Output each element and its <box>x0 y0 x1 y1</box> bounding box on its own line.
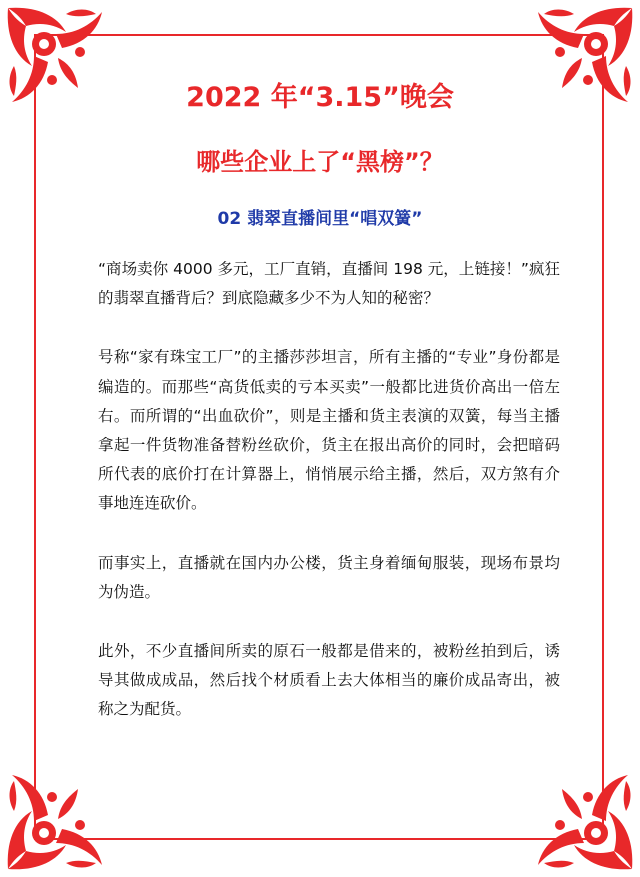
paragraph-1: “商场卖你 4000 多元，工厂直销，直播间 198 元，上链接！”疯狂的翡翠直播背后？到底隐藏多少不为人知的秘密？ <box>98 260 560 308</box>
page-headline: 哪些企业上了“黑榜”？ <box>196 148 444 176</box>
paragraph-2: 号称“家有珠宝工厂”的主播莎莎坦言，所有主播的“专业”身份都是编造的。而那些“高货低卖的亏本买卖”一般都比进货价高出一倍左右。而所谓的“出血砍价”，则是主播和货主表演的双簧，每当主播拿起一件货物准备替粉丝砍价，货主在报出高价的同时，会把暗码所代表的底价打在计算器上，悄悄展示给主播，然后，双方煞有介事地连连砍价。 <box>98 348 560 513</box>
page-title: 2022 年“3.15”晚会 <box>186 82 454 113</box>
paragraph-4: 此外，不少直播间所卖的原石一般都是借来的，被粉丝拍到后，诱导其做成成品，然后找个材质看上去大体相当的廉价成品寄出，被称之为配货。 <box>98 642 560 719</box>
paragraph-3: 而事实上，直播就在国内办公楼，货主身着缅甸服装，现场布景均为伪造。 <box>98 553 560 601</box>
article-body <box>98 255 560 755</box>
corner-ornament-bottom-left <box>4 763 114 873</box>
corner-ornament-bottom-right <box>526 763 636 873</box>
section-subtitle: 02 翡翠直播间里“唱双簧” <box>217 209 423 229</box>
